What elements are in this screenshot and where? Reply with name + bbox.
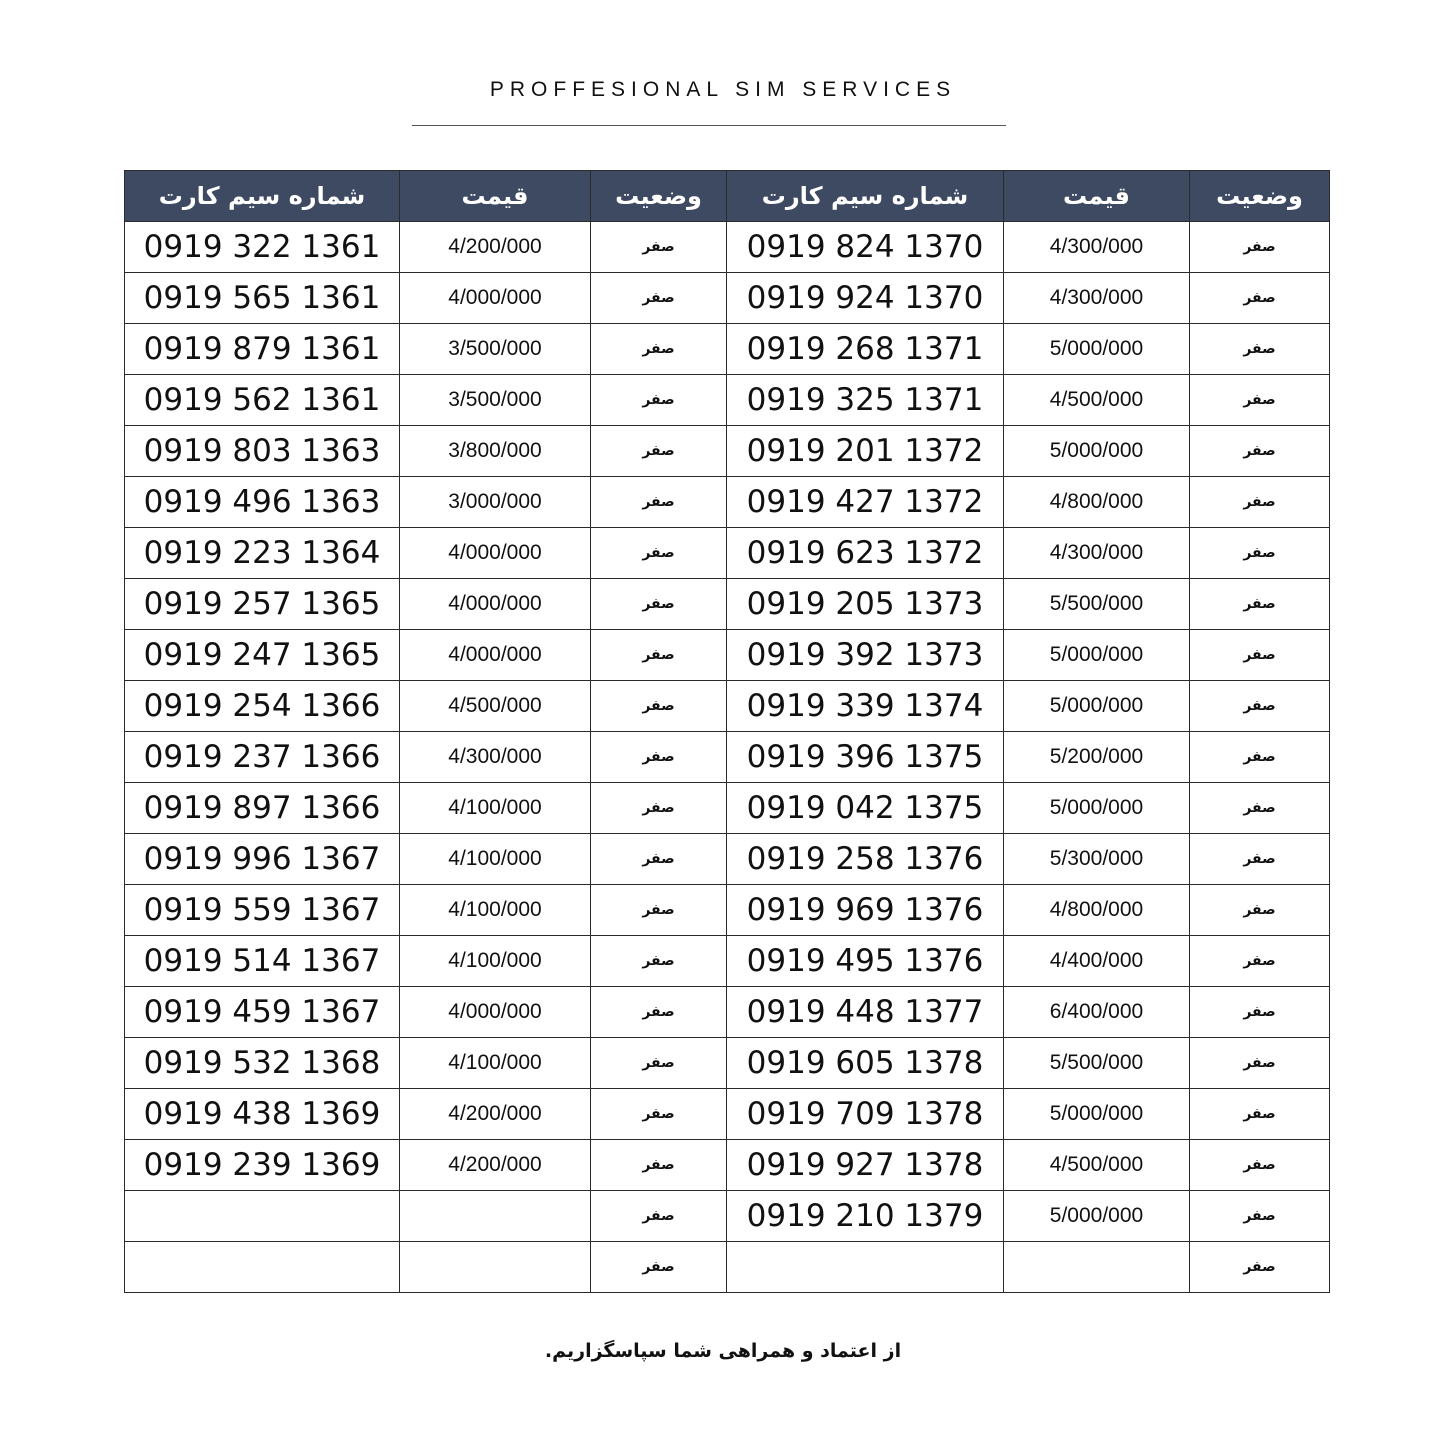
sim-number-cell: 0919 969 1376 bbox=[727, 885, 1004, 936]
sim-number-cell: 0919 565 1361 bbox=[125, 273, 400, 324]
status-cell: صفر bbox=[1190, 1242, 1330, 1293]
status-cell: صفر bbox=[1190, 681, 1330, 732]
price-cell: 4/100/000 bbox=[400, 783, 591, 834]
table-row bbox=[125, 222, 1330, 273]
page-title: PROFFESIONAL SIM SERVICES bbox=[489, 78, 957, 101]
price-cell: 5/200/000 bbox=[1004, 732, 1190, 783]
sim-number-cell: 0919 438 1369 bbox=[125, 1089, 400, 1140]
column-header-number: شماره سیم کارت bbox=[125, 171, 400, 222]
status-cell: صفر bbox=[591, 1089, 727, 1140]
price-cell: 4/800/000 bbox=[1004, 885, 1190, 936]
sim-number-cell: 0919 709 1378 bbox=[727, 1089, 1004, 1140]
price-cell: 4/300/000 bbox=[400, 732, 591, 783]
price-cell: 5/000/000 bbox=[1004, 783, 1190, 834]
price-cell: 4/000/000 bbox=[400, 630, 591, 681]
price-cell: 4/500/000 bbox=[1004, 375, 1190, 426]
sim-number-cell: 0919 247 1365 bbox=[125, 630, 400, 681]
sim-number-cell: 0919 448 1377 bbox=[727, 987, 1004, 1038]
column-header-status: وضعیت bbox=[1190, 171, 1330, 222]
price-cell: 4/000/000 bbox=[400, 273, 591, 324]
status-cell: صفر bbox=[1190, 528, 1330, 579]
table-row bbox=[125, 426, 1330, 477]
header-divider bbox=[412, 125, 1006, 126]
table-row bbox=[125, 630, 1330, 681]
price-cell bbox=[400, 1242, 591, 1293]
status-cell: صفر bbox=[591, 273, 727, 324]
sim-number-cell: 0919 459 1367 bbox=[125, 987, 400, 1038]
sim-number-cell: 0919 392 1373 bbox=[727, 630, 1004, 681]
sim-number-cell: 0919 427 1372 bbox=[727, 477, 1004, 528]
table-row bbox=[125, 1089, 1330, 1140]
table-row bbox=[125, 732, 1330, 783]
sim-number-cell: 0919 322 1361 bbox=[125, 222, 400, 273]
sim-number-cell bbox=[125, 1191, 400, 1242]
table-row bbox=[125, 477, 1330, 528]
status-cell: صفر bbox=[1190, 324, 1330, 375]
status-cell: صفر bbox=[1190, 834, 1330, 885]
status-cell: صفر bbox=[1190, 222, 1330, 273]
sim-number-cell: 0919 559 1367 bbox=[125, 885, 400, 936]
sim-number-cell: 0919 223 1364 bbox=[125, 528, 400, 579]
price-cell: 5/000/000 bbox=[1004, 681, 1190, 732]
sim-number-cell: 0919 927 1378 bbox=[727, 1140, 1004, 1191]
price-cell: 4/200/000 bbox=[400, 1089, 591, 1140]
price-cell: 4/200/000 bbox=[400, 1140, 591, 1191]
price-cell: 4/500/000 bbox=[400, 681, 591, 732]
price-cell: 3/000/000 bbox=[400, 477, 591, 528]
table-row bbox=[125, 375, 1330, 426]
sim-number-cell: 0919 496 1363 bbox=[125, 477, 400, 528]
status-cell: صفر bbox=[1190, 1038, 1330, 1089]
status-cell: صفر bbox=[591, 1038, 727, 1089]
sim-number-cell: 0919 824 1370 bbox=[727, 222, 1004, 273]
status-cell: صفر bbox=[1190, 987, 1330, 1038]
status-cell: صفر bbox=[1190, 477, 1330, 528]
price-cell: 4/100/000 bbox=[400, 936, 591, 987]
price-cell: 4/000/000 bbox=[400, 987, 591, 1038]
price-cell: 4/300/000 bbox=[1004, 528, 1190, 579]
table-row bbox=[125, 681, 1330, 732]
sim-number-cell: 0919 996 1367 bbox=[125, 834, 400, 885]
status-cell: صفر bbox=[591, 783, 727, 834]
price-cell: 5/500/000 bbox=[1004, 1038, 1190, 1089]
status-cell: صفر bbox=[1190, 783, 1330, 834]
status-cell: صفر bbox=[1190, 426, 1330, 477]
table-row bbox=[125, 1038, 1330, 1089]
price-cell bbox=[1004, 1242, 1190, 1293]
price-cell: 3/500/000 bbox=[400, 375, 591, 426]
sim-number-cell: 0919 495 1376 bbox=[727, 936, 1004, 987]
sim-number-cell: 0919 237 1366 bbox=[125, 732, 400, 783]
column-header-status: وضعیت bbox=[591, 171, 727, 222]
sim-number-cell bbox=[727, 1242, 1004, 1293]
status-cell: صفر bbox=[1190, 1191, 1330, 1242]
price-cell bbox=[400, 1191, 591, 1242]
table-row bbox=[125, 579, 1330, 630]
table-row bbox=[125, 1242, 1330, 1293]
price-cell: 4/500/000 bbox=[1004, 1140, 1190, 1191]
status-cell: صفر bbox=[1190, 375, 1330, 426]
table-body bbox=[125, 222, 1330, 1293]
status-cell: صفر bbox=[591, 1191, 727, 1242]
status-cell: صفر bbox=[1190, 885, 1330, 936]
status-cell: صفر bbox=[591, 834, 727, 885]
sim-number-cell: 0919 897 1366 bbox=[125, 783, 400, 834]
price-cell: 4/000/000 bbox=[400, 528, 591, 579]
status-cell: صفر bbox=[1190, 732, 1330, 783]
price-cell: 4/000/000 bbox=[400, 579, 591, 630]
sim-number-cell: 0919 605 1378 bbox=[727, 1038, 1004, 1089]
table-row bbox=[125, 528, 1330, 579]
table-row bbox=[125, 273, 1330, 324]
price-cell: 4/800/000 bbox=[1004, 477, 1190, 528]
status-cell: صفر bbox=[591, 375, 727, 426]
status-cell: صفر bbox=[1190, 630, 1330, 681]
table-row bbox=[125, 885, 1330, 936]
sim-number-cell: 0919 623 1372 bbox=[727, 528, 1004, 579]
price-cell: 5/000/000 bbox=[1004, 630, 1190, 681]
price-cell: 5/500/000 bbox=[1004, 579, 1190, 630]
price-cell: 3/800/000 bbox=[400, 426, 591, 477]
sim-number-cell: 0919 254 1366 bbox=[125, 681, 400, 732]
status-cell: صفر bbox=[1190, 936, 1330, 987]
sim-number-cell: 0919 339 1374 bbox=[727, 681, 1004, 732]
price-cell: 4/400/000 bbox=[1004, 936, 1190, 987]
table-row bbox=[125, 987, 1330, 1038]
price-cell: 4/300/000 bbox=[1004, 273, 1190, 324]
sim-number-cell: 0919 201 1372 bbox=[727, 426, 1004, 477]
status-cell: صفر bbox=[591, 579, 727, 630]
sim-price-table bbox=[124, 170, 1330, 1293]
price-cell: 5/000/000 bbox=[1004, 1191, 1190, 1242]
sim-number-cell: 0919 396 1375 bbox=[727, 732, 1004, 783]
sim-number-cell: 0919 268 1371 bbox=[727, 324, 1004, 375]
sim-number-cell: 0919 562 1361 bbox=[125, 375, 400, 426]
status-cell: صفر bbox=[591, 324, 727, 375]
table-row bbox=[125, 1191, 1330, 1242]
price-cell: 5/000/000 bbox=[1004, 1089, 1190, 1140]
sim-number-cell: 0919 532 1368 bbox=[125, 1038, 400, 1089]
sim-number-cell: 0919 042 1375 bbox=[727, 783, 1004, 834]
status-cell: صفر bbox=[591, 936, 727, 987]
price-cell: 4/300/000 bbox=[1004, 222, 1190, 273]
sim-number-cell: 0919 257 1365 bbox=[125, 579, 400, 630]
status-cell: صفر bbox=[591, 732, 727, 783]
status-cell: صفر bbox=[591, 477, 727, 528]
sim-number-cell: 0919 239 1369 bbox=[125, 1140, 400, 1191]
column-header-number: شماره سیم کارت bbox=[727, 171, 1004, 222]
sim-number-cell: 0919 879 1361 bbox=[125, 324, 400, 375]
table-header-row bbox=[125, 171, 1330, 222]
column-header-price: قیمت bbox=[1004, 171, 1190, 222]
sim-number-cell: 0919 210 1379 bbox=[727, 1191, 1004, 1242]
sim-number-cell: 0919 514 1367 bbox=[125, 936, 400, 987]
table-row bbox=[125, 936, 1330, 987]
sim-number-cell: 0919 924 1370 bbox=[727, 273, 1004, 324]
status-cell: صفر bbox=[591, 681, 727, 732]
status-cell: صفر bbox=[591, 1242, 727, 1293]
sim-number-cell: 0919 258 1376 bbox=[727, 834, 1004, 885]
status-cell: صفر bbox=[591, 885, 727, 936]
price-cell: 3/500/000 bbox=[400, 324, 591, 375]
sim-number-cell bbox=[125, 1242, 400, 1293]
column-header-price: قیمت bbox=[400, 171, 591, 222]
price-cell: 5/000/000 bbox=[1004, 324, 1190, 375]
status-cell: صفر bbox=[591, 987, 727, 1038]
status-cell: صفر bbox=[591, 426, 727, 477]
sim-number-cell: 0919 325 1371 bbox=[727, 375, 1004, 426]
footer-thanks-note: از اعتماد و همراهی شما سپاسگزاریم. bbox=[544, 1340, 902, 1362]
price-cell: 5/300/000 bbox=[1004, 834, 1190, 885]
table-row bbox=[125, 324, 1330, 375]
table-row bbox=[125, 783, 1330, 834]
price-cell: 5/000/000 bbox=[1004, 426, 1190, 477]
price-cell: 4/200/000 bbox=[400, 222, 591, 273]
price-cell: 4/100/000 bbox=[400, 1038, 591, 1089]
status-cell: صفر bbox=[1190, 273, 1330, 324]
status-cell: صفر bbox=[591, 630, 727, 681]
status-cell: صفر bbox=[591, 528, 727, 579]
table-row bbox=[125, 1140, 1330, 1191]
status-cell: صفر bbox=[1190, 579, 1330, 630]
price-cell: 6/400/000 bbox=[1004, 987, 1190, 1038]
status-cell: صفر bbox=[591, 1140, 727, 1191]
sim-number-cell: 0919 205 1373 bbox=[727, 579, 1004, 630]
status-cell: صفر bbox=[1190, 1089, 1330, 1140]
table-row bbox=[125, 834, 1330, 885]
status-cell: صفر bbox=[591, 222, 727, 273]
price-cell: 4/100/000 bbox=[400, 834, 591, 885]
sim-number-cell: 0919 803 1363 bbox=[125, 426, 400, 477]
status-cell: صفر bbox=[1190, 1140, 1330, 1191]
price-cell: 4/100/000 bbox=[400, 885, 591, 936]
